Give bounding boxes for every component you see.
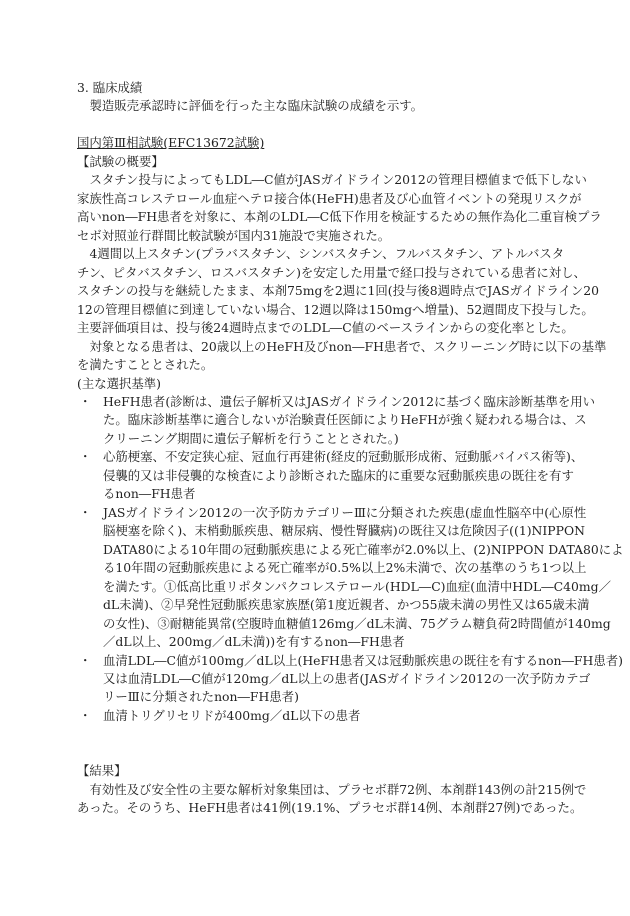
criteria-list	[77, 393, 624, 725]
section-intro: 製造販売承認時に評価を行った主な臨床試験の成績を示す。	[89, 98, 424, 114]
paragraph-overview	[77, 171, 602, 245]
criteria-item	[77, 707, 577, 725]
trial-title: 国内第Ⅲ相試験(EFC13672試験)	[77, 135, 265, 151]
bullet-icon: ・	[79, 707, 92, 723]
text-line: リーⅢに分類されたnon―FH患者)	[103, 689, 299, 705]
criteria-item	[77, 652, 623, 707]
criteria-item	[77, 504, 624, 652]
paragraph-results	[77, 781, 587, 818]
overview-label: 【試験の概要】	[77, 153, 164, 169]
text-line: HeFH患者(診断は、遺伝子解析又はJASガイドライン2012に基づく臨床診断基準を用い	[103, 393, 596, 409]
text-line: あった。そのうち、HeFH患者は41例(19.1%、プラセボ群14例、本剤群27例)であった。	[77, 800, 583, 816]
section-heading: 3. 臨床成績	[77, 80, 143, 95]
bullet-icon: ・	[79, 393, 92, 409]
document-page	[77, 79, 624, 818]
text-line: 血清トリグリセリドが400mg／dL以下の患者	[103, 707, 361, 723]
text-line: ／dL以上、200mg／dL未満))を有するnon―FH患者	[103, 634, 405, 650]
text-line: の女性)、③耐糖能異常(空腹時血糖値126mg／dL未満、75グラム糖負荷2時間値が140mg	[103, 615, 611, 631]
text-line: 高いnon―FH患者を対象に、本剤のLDL―C低下作用を検証するための無作為化二重盲検プラ	[77, 209, 602, 225]
text-line: 主要評価項目は、投与後24週時点までのLDL―C値のベースラインからの変化率とした。	[77, 320, 574, 336]
text-line: 血清LDL―C値が100mg／dL以上(HeFH患者又は冠動脈疾患の既往を有するnon―FH患者)	[103, 652, 623, 668]
text-line: 又は血清LDL―C値が120mg／dL以上の患者(JASガイドライン2012の一次予防カテゴ	[103, 671, 591, 686]
bullet-icon: ・	[79, 652, 92, 668]
text-line: 対象となる患者は、20歳以上のHeFH及びnon―FH患者で、スクリーニング時に以下の基準	[89, 338, 607, 354]
text-line: 心筋梗塞、不安定狭心症、冠血行再建術(経皮的冠動脈形成術、冠動脈バイパス術等)、	[103, 449, 584, 465]
text-line: る10年間の冠動脈疾患による死亡確率が0.5%以上2%未満で、次の基準のうち1つ以上	[103, 560, 587, 576]
text-line: dL未満)、②早発性冠動脈疾患家族歴(第1度近親者、かつ55歳未満の男性又は65歳未満	[103, 597, 590, 613]
text-line: スタチン投与によってもLDL―C値がJASガイドライン2012の管理目標値まで低下しない	[89, 172, 587, 188]
text-line: セボ対照並行群間比較試験が国内31施設で実施された。	[77, 227, 391, 243]
paragraph-patients	[77, 338, 607, 375]
text-line: JASガイドライン2012の一次予防カテゴリーⅢに分類された疾患(虚血性脳卒中(心原性	[103, 504, 587, 520]
text-line: チン、ピタバスタチン、ロスバスタチン)を安定した用量で経口投与されている患者に対し、	[77, 264, 586, 280]
bullet-icon: ・	[79, 449, 92, 465]
text-line: を満たす。①低高比重リポタンパクコレステロール(HDL―C)血症(血清中HDL―C40mg／	[103, 578, 611, 594]
text-line: た。臨床診断基準に適合しないが治験責任医師によりHeFHが強く疑われる場合は、ス	[103, 412, 587, 428]
bullet-icon: ・	[79, 504, 92, 520]
text-line: るnon―FH患者	[103, 486, 196, 502]
text-line: スタチンの投与を継続したまま、本剤75mgを2週に1回(投与後8週時点でJASガイドライン20	[77, 283, 600, 299]
text-line: を満たすこととされた。	[77, 357, 214, 373]
text-line: 脳梗塞を除く)、末梢動脈疾患、糖尿病、慢性腎臓病)の既往又は危険因子((1)NIPPON	[103, 523, 585, 539]
text-line: 家族性高コレステロール血症ヘテロ接合体(HeFH)患者及び心血管イベントの発現リスクが	[77, 190, 582, 206]
text-line: 侵襲的又は非侵襲的な検査により診断された臨床的に重要な冠動脈疾患の既往を有す	[103, 467, 574, 483]
text-line: 4週間以上スタチン(プラバスタチン、シンバスタチン、フルバスタチン、アトルバスタ	[89, 246, 565, 262]
text-line: 有効性及び安全性の主要な解析対象集団は、プラセボ群72例、本剤群143例の計215例で	[89, 781, 587, 797]
text-line: DATA80による10年間の冠動脈疾患による死亡確率が2.0%以上、(2)NIPPON DATA80によ	[103, 541, 624, 557]
text-line: 12の管理目標値に到達していない場合、12週以降は150mgへ増量)、52週間皮下投与した。	[77, 301, 594, 317]
criteria-label: (主な選択基準)	[77, 375, 162, 391]
results-label: 【結果】	[77, 763, 127, 779]
criteria-item	[77, 393, 596, 448]
criteria-item	[77, 448, 584, 503]
paragraph-method	[77, 245, 600, 337]
text-line: クリーニング期間に遺伝子解析を行うこととされた。)	[103, 430, 399, 446]
